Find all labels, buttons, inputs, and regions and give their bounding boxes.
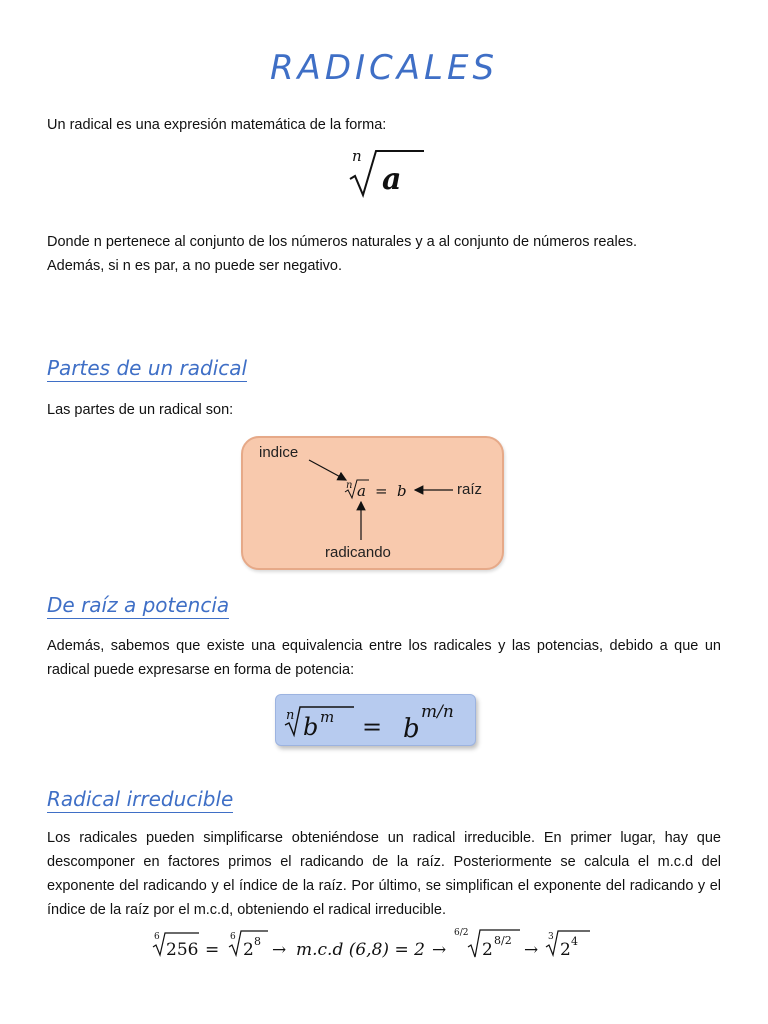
example-index-4: 3 (548, 932, 554, 942)
example-radicand-1: 256 (166, 940, 199, 960)
expr-index: n (346, 480, 353, 491)
example-exp-3: 8/2 (494, 934, 512, 947)
example-base-2: 2 (243, 940, 254, 960)
definition-line-1: Donde n pertenece al conjunto de los números naturales y a al conjunto de números reales. (47, 234, 638, 250)
intro-text: Un radical es una expresión matemática de la forma: (47, 117, 387, 133)
label-indice: indice (259, 444, 299, 461)
example-exp-2: 8 (254, 935, 261, 948)
expr-radicand: a (357, 482, 366, 500)
example-equals-1: = (205, 940, 220, 960)
power-formula (275, 694, 476, 746)
label-raiz: raíz (457, 481, 483, 498)
parts-diagram (241, 436, 504, 570)
example-arrow-1: → (272, 940, 287, 960)
formula-rhs-base: b (403, 714, 420, 744)
example-index-2: 6 (230, 932, 236, 942)
example-base-3: 2 (482, 940, 493, 960)
parts-intro-text: Las partes de un radical son: (47, 402, 234, 418)
example-arrow-3: → (524, 940, 539, 960)
formula-rhs-exp: m/n (421, 702, 454, 722)
definition-line-2: Además, si n es par, a no puede ser negativo. (47, 258, 343, 274)
radical-radicand: a (382, 162, 402, 197)
formula-equals: = (362, 713, 383, 741)
expr-result: b (397, 482, 407, 500)
radical-formula (346, 145, 426, 200)
root-to-power-text: Además, sabemos que existe una equivalencia entre los radicales y las potencias, debido a que un radical puede expresarse en forma de potencia: (47, 638, 721, 678)
irreducible-text: Los radicales pueden simplificarse obteniéndose un radical irreducible. En primer lugar, hay que descomponer en factores primos el radicando de la raíz. Posteriormente se calcula el m.c.d del exponente del radicando y el índice de la raíz. Por último, se simplifican el exponente del radicando y el índice de la raíz por el m.c.d, obteniendo el radical irreducible. (47, 830, 721, 918)
example-exp-4: 4 (571, 935, 578, 948)
label-radicando: radicando (325, 544, 391, 561)
power-formula-expression (276, 695, 475, 745)
section-heading-irreducible: Radical irreducible (47, 787, 234, 811)
formula-index: n (286, 708, 295, 723)
example-index-1: 6 (154, 932, 160, 942)
example-mcd: m.c.d (6,8) = 2 (296, 940, 425, 960)
example-index-3: 6/2 (454, 928, 469, 938)
arrow-to-index (309, 460, 346, 480)
example-base-4: 2 (560, 940, 571, 960)
irreducible-example (150, 925, 620, 965)
parts-expression (243, 438, 502, 568)
example-arrow-2: → (432, 940, 447, 960)
section-heading-parts: Partes de un radical (47, 356, 248, 380)
formula-base: b (303, 713, 319, 741)
formula-exp: m (320, 708, 335, 726)
section-heading-root-to-power: De raíz a potencia (47, 593, 230, 617)
page-title: RADICALES (269, 48, 499, 88)
radical-index: n (352, 147, 362, 165)
expr-equals: = (375, 482, 388, 500)
